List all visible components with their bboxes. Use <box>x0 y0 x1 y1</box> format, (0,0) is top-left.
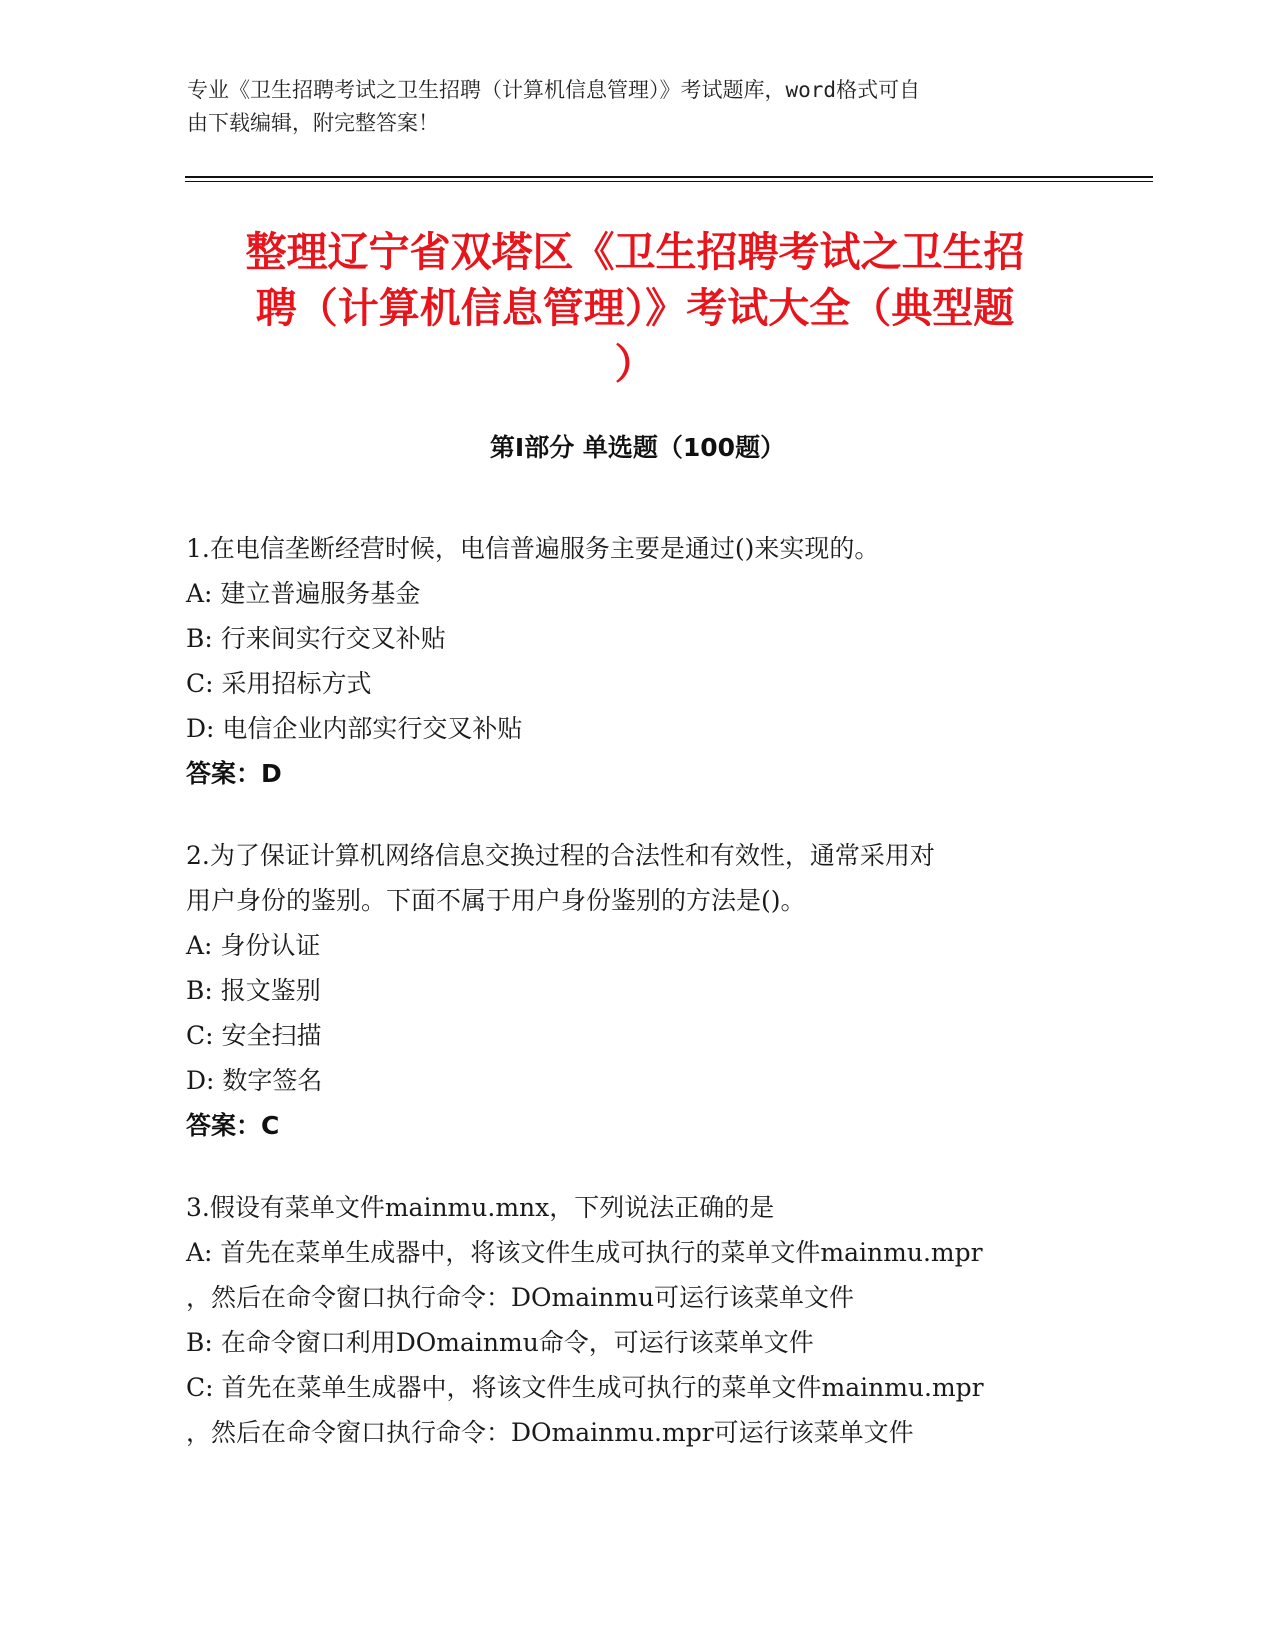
option-a: A: 身份认证 <box>186 931 321 960</box>
document-title-line-1: 整理辽宁省双塔区《卫生招聘考试之卫生招 <box>245 228 1025 276</box>
option-d: D: 数字签名 <box>186 1066 323 1095</box>
question-stem: 2.为了保证计算机网络信息交换过程的合法性和有效性，通常采用对 <box>186 841 935 870</box>
option-c-continued: ，然后在命令窗口执行命令：DOmainmu.mpr可运行该菜单文件 <box>186 1418 914 1447</box>
question-item-2 <box>186 833 1086 1148</box>
question-item-3 <box>186 1185 1086 1455</box>
option-a: A: 建立普遍服务基金 <box>186 579 421 608</box>
question-stem: 1.在电信垄断经营时候，电信普遍服务主要是通过()来实现的。 <box>186 534 880 563</box>
header-note-line-2: 由下载编辑，附完整答案！ <box>187 111 439 135</box>
header-divider-thick <box>185 176 1153 178</box>
option-b: B: 行来间实行交叉补贴 <box>186 624 446 653</box>
question-stem-continued: 用户身份的鉴别。下面不属于用户身份鉴别的方法是()。 <box>186 886 806 915</box>
question-stem: 3.假设有菜单文件mainmu.mnx，下列说法正确的是 <box>186 1193 775 1222</box>
section-heading: 第Ⅰ部分 单选题（100题） <box>489 433 786 462</box>
option-d: D: 电信企业内部实行交叉补贴 <box>186 714 523 743</box>
document-title-line-3: ） <box>614 340 656 388</box>
answer-label: 答案：C <box>186 1111 280 1140</box>
header-note <box>187 74 1067 140</box>
document-title-line-2: 聘（计算机信息管理）》考试大全（典型题 <box>255 284 1015 332</box>
question-item-1 <box>186 526 1086 796</box>
option-a-continued: ，然后在命令窗口执行命令：DOmainmu可运行该菜单文件 <box>186 1283 855 1312</box>
question-list <box>186 526 1086 1492</box>
option-b: B: 报文鉴别 <box>186 976 321 1005</box>
option-a: A: 首先在菜单生成器中，将该文件生成可执行的菜单文件mainmu.mpr <box>186 1238 983 1267</box>
option-c: C: 首先在菜单生成器中，将该文件生成可执行的菜单文件mainmu.mpr <box>186 1373 984 1402</box>
option-b: B: 在命令窗口利用DOmainmu命令，可运行该菜单文件 <box>186 1328 814 1357</box>
option-c: C: 采用招标方式 <box>186 669 372 698</box>
header-divider-thin <box>185 181 1153 182</box>
header-note-line-1: 专业《卫生招聘考试之卫生招聘（计算机信息管理）》考试题库，word格式可自 <box>187 78 921 102</box>
answer-label: 答案：D <box>186 759 282 788</box>
document-title <box>185 224 1085 392</box>
option-c: C: 安全扫描 <box>186 1021 322 1050</box>
